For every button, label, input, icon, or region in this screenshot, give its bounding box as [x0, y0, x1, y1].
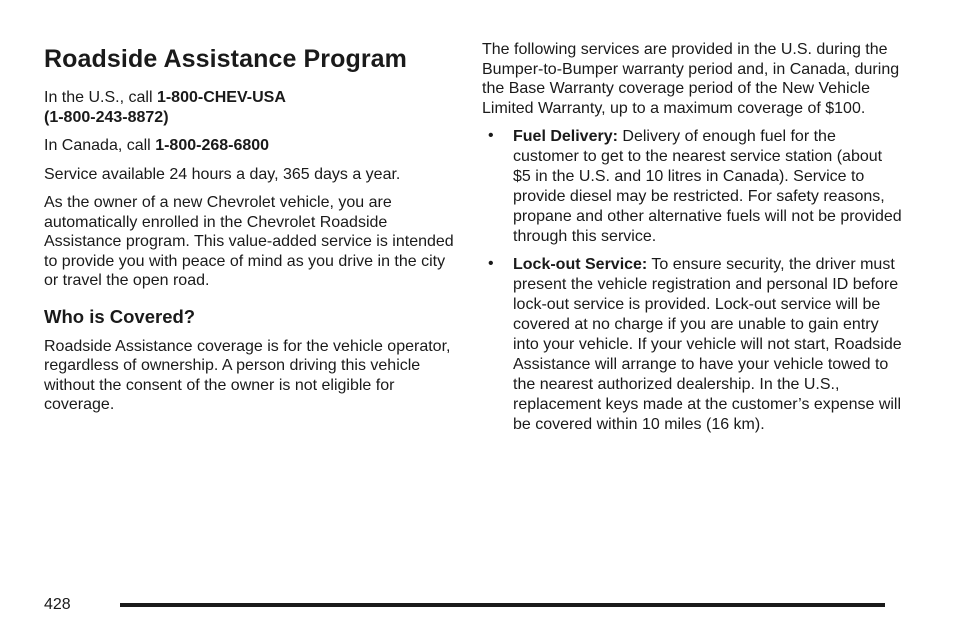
page-number: 428 [44, 596, 71, 613]
canada-call-prefix: In Canada, call [44, 137, 156, 154]
covered-heading: Who is Covered? [44, 305, 196, 327]
us-phone-2: (1-800-243-8872) [44, 108, 169, 126]
us-call-prefix: In the U.S., call [44, 89, 157, 106]
availability-text: Service available 24 hours a day, 365 days a year. [44, 165, 401, 183]
service-label: Lock-out Service: [513, 256, 648, 273]
service-text: To ensure security, the driver must present the vehicle registration and personal ID before lock-out service is provided. Lock-out service will be covered at no charge if you are unable to gain entry into your vehicle. If your vehicle will not start, Roadside Assistance will arrange to have your vehicle towed to the nearest authorized dealership. In the U.S., replacement keys made at the customer’s expense will be covered within 10 miles (16 km). [513, 256, 902, 433]
service-item-lock-out [482, 255, 902, 435]
services-intro: The following services are provided in the U.S. during the Bumper-to-Bumper warranty period and, in Canada, during the Base Warranty coverage period of the New Vehicle Limited Warranty, up to a maximum coverage of $100. [482, 41, 900, 117]
service-text: Delivery of enough fuel for the customer to get to the nearest service station (about $5 in the U.S. and 10 litres in Canada). Service to provide diesel may be restricted. For safety reasons, propane and other alternative fuels will not be provided through this service. [513, 128, 902, 245]
right-column [482, 40, 902, 443]
services-list [482, 127, 902, 435]
left-column [44, 40, 454, 424]
service-item-fuel-delivery [482, 127, 902, 247]
us-phone-1: 1-800-CHEV-USA [156, 89, 286, 106]
us-phone-line [44, 88, 454, 127]
intro-paragraph: As the owner of a new Chevrolet vehicle, you are automatically enrolled in the Chevrolet Roadside Assistance program. This value-added service is intended to provide you with peace of mind as you drive in the city or travel the open road. [44, 194, 454, 289]
page-title: Roadside Assistance Program [44, 45, 408, 73]
canada-phone-line [44, 136, 454, 156]
bullet-icon: • [488, 127, 494, 144]
covered-paragraph: Roadside Assistance coverage is for the vehicle operator, regardless of ownership. A person driving this vehicle without the consent of the owner is not eligible for coverage. [44, 337, 451, 413]
service-label: Fuel Delivery: [513, 128, 618, 145]
canada-phone: 1-800-268-6800 [155, 137, 270, 154]
footer-divider [120, 603, 885, 607]
bullet-icon: • [488, 255, 494, 272]
